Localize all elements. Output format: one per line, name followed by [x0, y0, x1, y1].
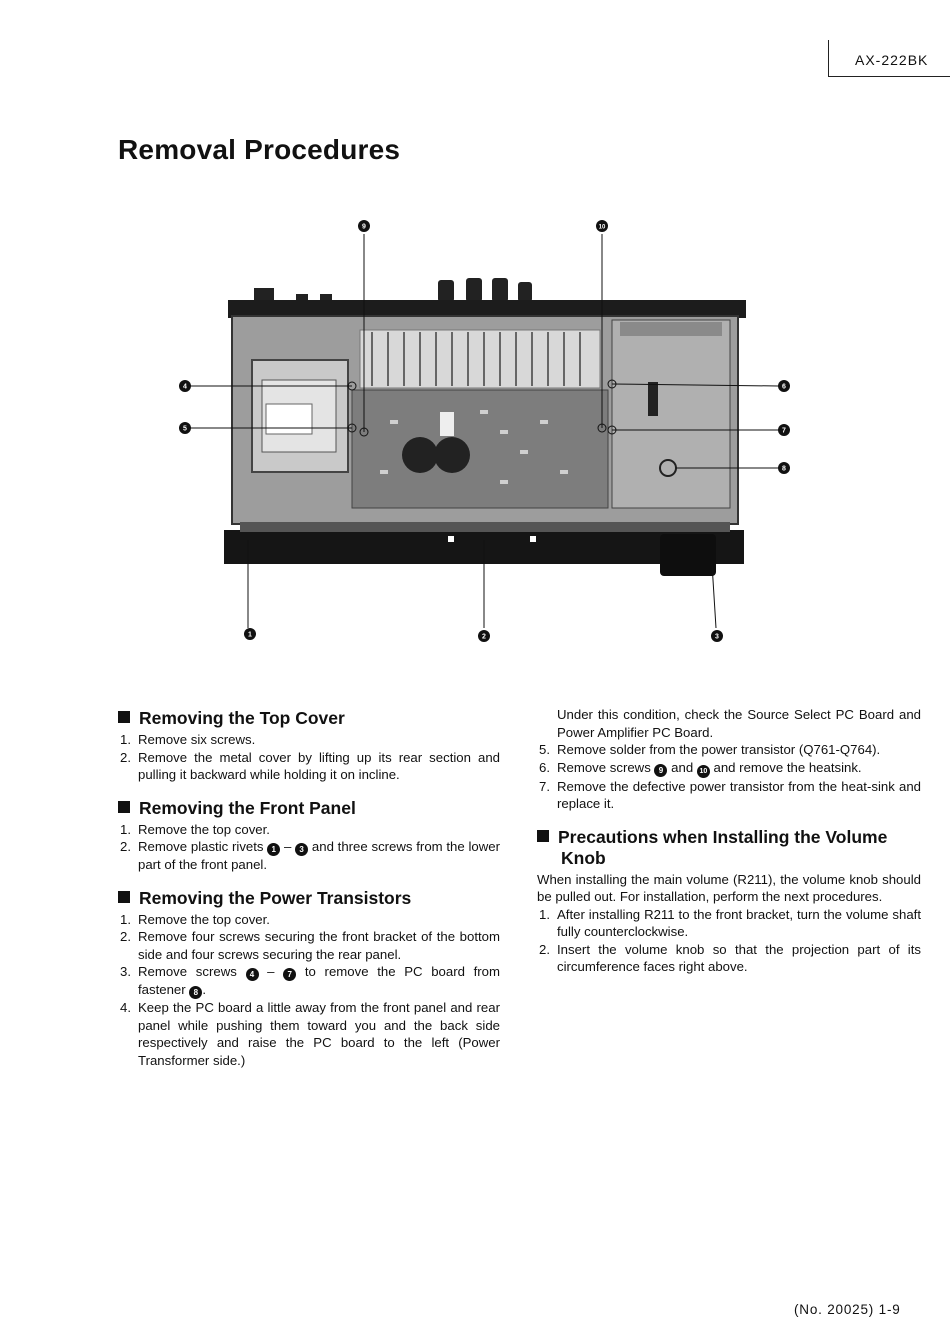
model-number-box [828, 40, 950, 77]
page-footer: (No. 20025) 1-9 [794, 1302, 901, 1317]
step-list [537, 906, 921, 976]
heading-text: Removing the Top Cover [139, 708, 345, 728]
chassis-photo-figure [0, 210, 950, 660]
callout-ref-8: 8 [189, 986, 202, 999]
callout-9 [358, 220, 370, 232]
list-item: 2. Remove the metal cover by lifting up its rear section and pulling it backward while holding it on incline. [120, 749, 500, 782]
callout-ref-9: 9 [654, 764, 667, 777]
step-list [118, 911, 500, 1070]
model-number: AX-222BK [855, 52, 929, 68]
step-text: Remove the top cover. [138, 911, 270, 927]
callout-7-label: 7 [782, 427, 786, 435]
square-bullet-icon [118, 801, 130, 813]
section-heading [118, 888, 500, 909]
callout-8-label: 8 [782, 465, 786, 473]
callout-1 [244, 628, 256, 640]
list-item: 5. Remove solder from the power transistor (Q761-Q764). [539, 742, 881, 757]
list-item [537, 706, 921, 741]
callout-2 [478, 630, 490, 642]
callout-ref-4: 4 [246, 968, 259, 981]
section-heading [537, 827, 921, 869]
callout-3 [711, 630, 723, 642]
step-text: Remove the top cover. [138, 821, 270, 837]
callout-9-label: 9 [362, 223, 366, 231]
callout-1-label: 1 [248, 631, 252, 639]
callout-2-label: 2 [482, 633, 486, 641]
step-text: to remove the PC board from fastener [138, 964, 500, 997]
step-text: and remove the heatsink. [713, 759, 862, 775]
callout-7 [778, 424, 790, 436]
callout-8 [778, 462, 790, 474]
section-front-panel [118, 798, 500, 874]
callout-3-label: 3 [715, 633, 719, 641]
callout-6-label: 6 [782, 383, 786, 391]
step-text: and [671, 759, 694, 775]
list-item: 4. Keep the PC board a little away from the front panel and rear panel while pushing them toward you and the back side respectively and raise the PC board to the left (Power Transformer side.) [120, 1000, 500, 1068]
chassis [224, 300, 746, 576]
callout-10 [596, 220, 608, 232]
list-item: 2. Remove plastic rivets 1 – 3 and three screws from the lower part of the front panel. [120, 839, 501, 872]
right-column [537, 706, 921, 976]
section-top-cover [118, 708, 500, 784]
callout-5 [179, 422, 191, 434]
list-item: 2. Remove four screws securing the front bracket of the bottom side and four screws securing the rear panel. [120, 929, 500, 962]
callout-4-label: 4 [183, 383, 187, 391]
callout-ref-3: 3 [295, 843, 308, 856]
step-text: Remove six screws. [138, 732, 256, 747]
section-power-transistors [118, 888, 500, 1070]
list-item: 6. Remove screws 9 and 10 and remove the heatsink. [537, 759, 921, 778]
step-text: Insert the volume knob so that the projection part of its circumference faces right above. [557, 941, 921, 974]
callout-ref-7: 7 [283, 968, 296, 981]
section-volume-knob [537, 827, 921, 976]
callout-4 [179, 380, 191, 392]
callout-ref-1: 1 [267, 843, 280, 856]
heading-text: Removing the Front Panel [139, 797, 356, 818]
callout-ref-10: 10 [697, 765, 710, 778]
step-text: Remove the metal cover by lifting up its rear section and pulling it backward while holding it on incline. [138, 749, 500, 782]
step-text: Under this condition, check the Source Select PC Board and Power Amplifier PC Board. [557, 707, 921, 740]
step-text: Remove screws [138, 964, 237, 979]
square-bullet-icon [118, 891, 130, 903]
list-item: 1. Remove six screws. [120, 732, 256, 747]
step-text: Remove screws [557, 759, 651, 775]
list-item: 1. Remove the top cover. [120, 911, 270, 927]
step-text: and three screws from the lower part of the front panel. [138, 839, 501, 872]
left-column [118, 708, 500, 1083]
step-text: Remove solder from the power transistor (Q761-Q764). [557, 742, 881, 757]
step-list [118, 731, 500, 784]
callout-6 [778, 380, 790, 392]
list-item: 3. Remove screws 4 – 7 to remove the PC board from fastener 8 . [120, 964, 500, 997]
callout-5-label: 5 [183, 425, 187, 433]
page-title: Removal Procedures [118, 134, 401, 165]
step-text: Remove four screws securing the front bracket of the bottom side and four screws securing the rear panel. [138, 929, 500, 962]
square-bullet-icon [118, 711, 130, 723]
step-text: After installing R211 to the front bracket, turn the volume shaft fully counterclockwise. [557, 906, 921, 939]
step-list [118, 821, 500, 874]
list-item: 1. After installing R211 to the front bracket, turn the volume shaft fully counterclockwise. [539, 906, 921, 939]
step-text: Keep the PC board a little away from the front panel and rear panel while pushing them toward you and the back side respectively and raise the PC board to the left (Power Transformer side.) [138, 1000, 500, 1068]
callout-10-label: 10 [598, 224, 606, 231]
section-heading [118, 798, 500, 819]
heading-text: Precautions when Installing the Volume Knob [558, 826, 888, 868]
step-text: Remove the defective power transistor from the heat-sink and replace it. [557, 778, 921, 811]
knobs [254, 278, 532, 302]
list-item: 1. Remove the top cover. [120, 821, 270, 837]
list-item: 2. Insert the volume knob so that the projection part of its circumference faces right above. [539, 941, 921, 974]
list-item: 7. Remove the defective power transistor from the heat-sink and replace it. [539, 778, 921, 811]
heading-text: Removing the Power Transistors [139, 887, 412, 908]
step-list-continued [537, 706, 921, 813]
square-bullet-icon [537, 830, 549, 842]
intro-paragraph: When installing the main volume (R211), the volume knob should be pulled out. For installation, perform the next procedures. [537, 871, 921, 904]
section-heading [118, 708, 500, 729]
step-text: Remove plastic rivets [138, 839, 264, 854]
